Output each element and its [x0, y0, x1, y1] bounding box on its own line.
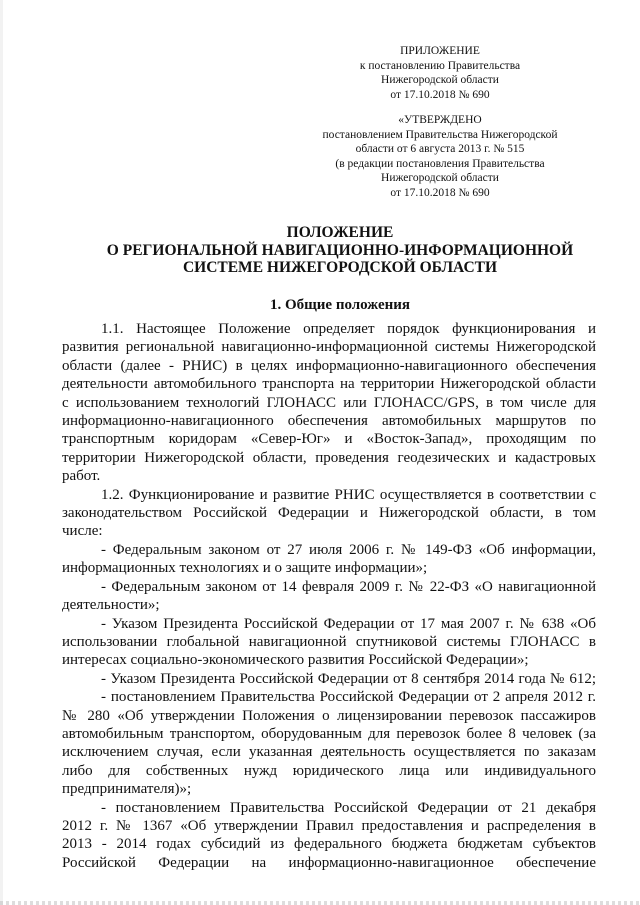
approved-block: [300, 113, 580, 201]
approved-line: от 17.10.2018 № 690: [390, 186, 490, 199]
appendix-line: ПРИЛОЖЕНИЕ: [400, 45, 480, 57]
body-line: законодательством Российской Федерации и Нижегородской области, в том: [62, 505, 596, 522]
body-text: [62, 320, 596, 872]
appendix-block: [300, 44, 580, 102]
body-line: области (далее - РНИС) в целях информационно-навигационного обеспечения: [62, 357, 596, 374]
body-line: использовании глобальной навигационной спутниковой системы ГЛОНАСС в: [62, 633, 596, 650]
title-line: О РЕГИОНАЛЬНОЙ НАВИГАЦИОННО-ИНФОРМАЦИОННОЙ: [106, 241, 574, 259]
approved-line: (в редакции постановления Правительства: [335, 157, 545, 170]
document-title: [60, 224, 620, 277]
body-line: исключением случая, если указанная деятельность осуществляется по заказам: [62, 744, 596, 761]
body-line: автомобильным транспортом, оборудованным для перевозок более 8 человек (за: [62, 725, 596, 742]
body-line: - Указом Президента Российской Федерации от 8 сентября 2014 года № 612;: [101, 670, 596, 687]
approved-line: постановлением Правительства Нижегородской: [322, 128, 558, 141]
scan-artifact: [0, 901, 640, 905]
body-line: информационных технологиях и о защите информации»;: [62, 560, 428, 577]
body-line: транспортным коридорам «Север-Юг» и «Восток-Запад», проходящим по: [62, 431, 596, 448]
body-line: 1.1. Настоящее Положение определяет порядок функционирования и: [101, 321, 596, 337]
body-line: - Указом Президента Российской Федерации от 17 мая 2007 г. № 638 «Об: [101, 615, 596, 632]
body-line: № 280 «Об утверждении Положения о лицензировании перевозок пассажиров: [62, 707, 596, 724]
approved-line: области от 6 августа 2013 г. № 515: [355, 143, 525, 156]
section-heading: 1. Общие положения: [269, 297, 411, 313]
body-line: деятельности»;: [62, 597, 160, 614]
body-line: с использованием технологий ГЛОНАСС или ГЛОНАСС/GPS, в том числе для: [62, 394, 596, 411]
body-line: - Федеральным законом от 27 июля 2006 г. № 149-ФЗ «Об информации,: [101, 541, 596, 558]
body-line: информационно-навигационного обеспечения автомобильных маршрутов по: [62, 413, 596, 430]
body-line: 2012 г. № 1367 «Об утверждении Правил предоставления и распределения в: [62, 817, 596, 834]
approved-line: Нижегородской области: [381, 172, 499, 185]
body-line: - Федеральным законом от 14 февраля 2009 г. № 22-ФЗ «О навигационной: [101, 578, 596, 595]
body-line: - постановлением Правительства Российской Федерации от 21 декабря: [101, 799, 596, 816]
body-line: интересах социально-экономического развития Российской Федерации»;: [62, 652, 529, 669]
appendix-line: к постановлению Правительства: [359, 59, 521, 72]
title-line: ПОЛОЖЕНИЕ: [286, 224, 394, 241]
body-line: - постановлением Правительства Российской Федерации от 2 апреля 2012 г.: [101, 689, 596, 706]
appendix-line: от 17.10.2018 № 690: [390, 88, 490, 101]
body-line: развития региональной навигационно-информационной системы Нижегородской: [62, 339, 596, 356]
body-line: либо для собственных нужд юридического лица или индивидуального: [62, 762, 596, 779]
body-line: Российской Федерации на информационно-навигационное обеспечение: [62, 854, 596, 871]
body-line: предпринимателя)»;: [62, 781, 192, 798]
body-line: деятельности автомобильного транспорта на территории Нижегородской области: [62, 376, 596, 393]
body-line: 1.2. Функционирование и развитие РНИС осуществляется в соответствии с: [101, 486, 596, 503]
appendix-line: Нижегородской области: [381, 74, 499, 87]
body-line: работ.: [62, 468, 101, 485]
body-line: числе:: [62, 523, 103, 540]
scan-edge: [0, 0, 3, 905]
body-line: 2013 - 2014 годах субсидий из федерального бюджета бюджетам субъектов: [62, 836, 596, 853]
body-line: территории Нижегородской области, проведения геодезических и кадастровых: [62, 449, 596, 466]
approved-line: «УТВЕРЖДЕНО: [398, 114, 482, 126]
title-line: СИСТЕМЕ НИЖЕГОРОДСКОЙ ОБЛАСТИ: [182, 259, 498, 276]
